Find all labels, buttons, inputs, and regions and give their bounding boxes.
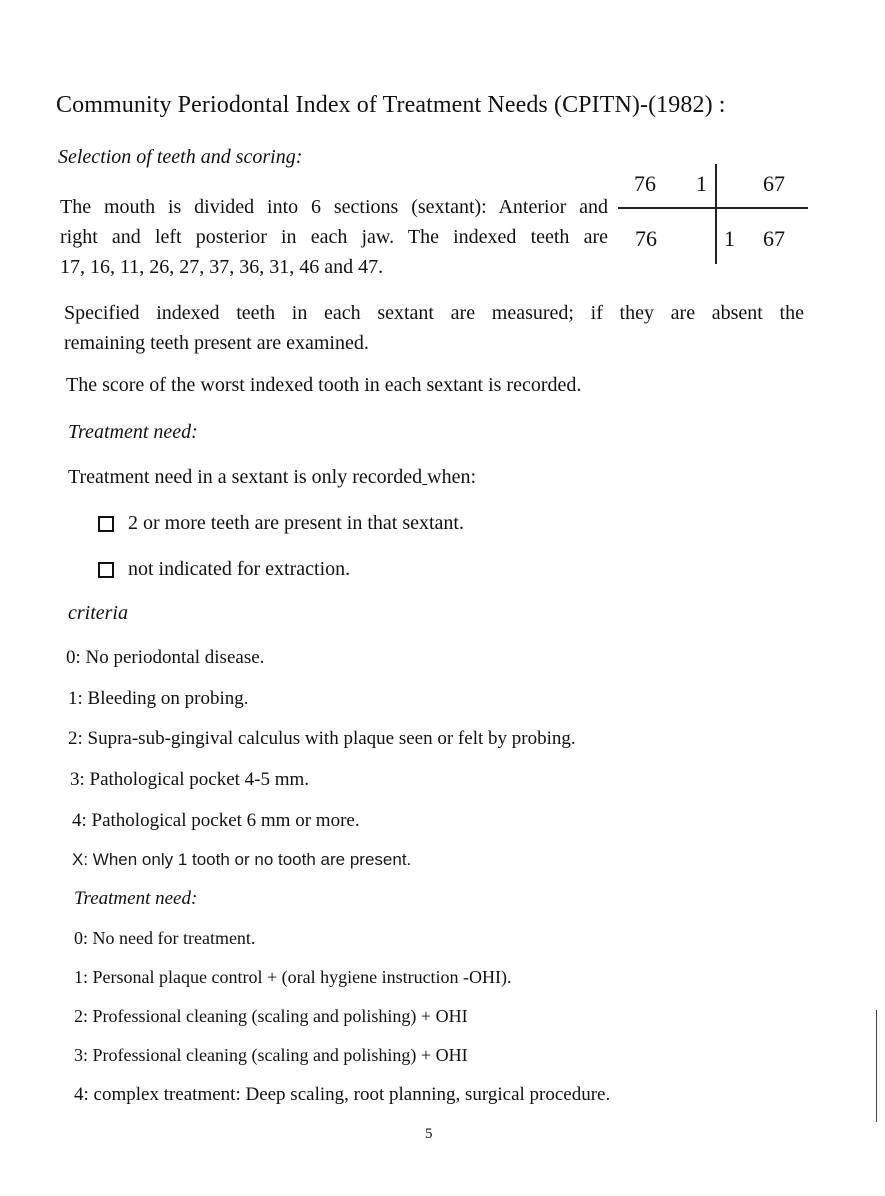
- chart-lower-right: 67: [763, 226, 785, 251]
- chart-lower-left: 76: [635, 226, 657, 251]
- treatment-need-intro: [68, 466, 476, 489]
- specified-line: Specified indexed teeth in each sextant are measured; if they are absent the: [64, 302, 804, 324]
- treatment-need-item: 3: Professional cleaning (scaling and polishing) + OHI: [74, 1045, 468, 1065]
- chart-vertical-divider: [715, 164, 717, 264]
- criteria-item: 2: Supra-sub-gingival calculus with plaque seen or felt by probing.: [68, 728, 576, 749]
- treatment-need-item: 4: complex treatment: Deep scaling, root planning, surgical procedure.: [74, 1084, 611, 1105]
- condition-item: [98, 512, 464, 535]
- intro-line: right and left posterior in each jaw. The indexed teeth are: [60, 226, 608, 248]
- checkbox-icon: [98, 562, 114, 578]
- criteria-item: X: When only 1 tooth or no tooth are present.: [72, 850, 412, 869]
- worst-score-sentence: The score of the worst indexed tooth in each sextant is recorded.: [66, 374, 582, 396]
- chart-lower-center: 1: [724, 226, 735, 251]
- condition-item: [98, 558, 350, 581]
- treatment-intro-prefix: Treatment need in a sextant is only recorded: [68, 466, 423, 488]
- chart-upper-left: 76: [634, 171, 656, 196]
- tooth-chart: [618, 160, 812, 268]
- intro-paragraph: [60, 192, 608, 282]
- criteria-item: 0: No periodontal disease.: [66, 647, 265, 668]
- chart-upper-center: 1: [696, 171, 707, 196]
- page-number: 5: [425, 1126, 433, 1142]
- chart-upper-right: 67: [763, 171, 785, 196]
- intro-line: The mouth is divided into 6 sections (sextant): Anterior and: [60, 196, 608, 218]
- treatment-need-heading-2: Treatment need:: [74, 888, 198, 909]
- treatment-need-item: 0: No need for treatment.: [74, 928, 256, 948]
- condition-text: 2 or more teeth are present in that sextant.: [128, 512, 464, 534]
- selection-heading: Selection of teeth and scoring:: [58, 146, 303, 168]
- condition-text: not indicated for extraction.: [128, 558, 351, 580]
- criteria-heading: criteria: [68, 602, 128, 624]
- chart-horizontal-divider: [618, 207, 808, 209]
- scan-edge-line: [876, 1010, 877, 1122]
- treatment-need-heading: Treatment need:: [68, 421, 198, 443]
- specified-paragraph: [64, 298, 804, 358]
- criteria-item: 1: Bleeding on probing.: [68, 688, 249, 709]
- specified-line: remaining teeth present are examined.: [64, 332, 369, 354]
- treatment-need-item: 1: Personal plaque control + (oral hygiene instruction -OHI).: [74, 967, 512, 987]
- treatment-intro-suffix: when:: [427, 466, 477, 488]
- intro-line: 17, 16, 11, 26, 27, 37, 36, 31, 46 and 47.: [60, 256, 384, 278]
- criteria-item: 4: Pathological pocket 6 mm or more.: [72, 810, 360, 831]
- page-title: Community Periodontal Index of Treatment Needs (CPITN)-(1982) :: [56, 92, 726, 118]
- criteria-item: 3: Pathological pocket 4-5 mm.: [70, 769, 310, 790]
- checkbox-icon: [98, 516, 114, 532]
- treatment-need-item: 2: Professional cleaning (scaling and polishing) + OHI: [74, 1006, 468, 1026]
